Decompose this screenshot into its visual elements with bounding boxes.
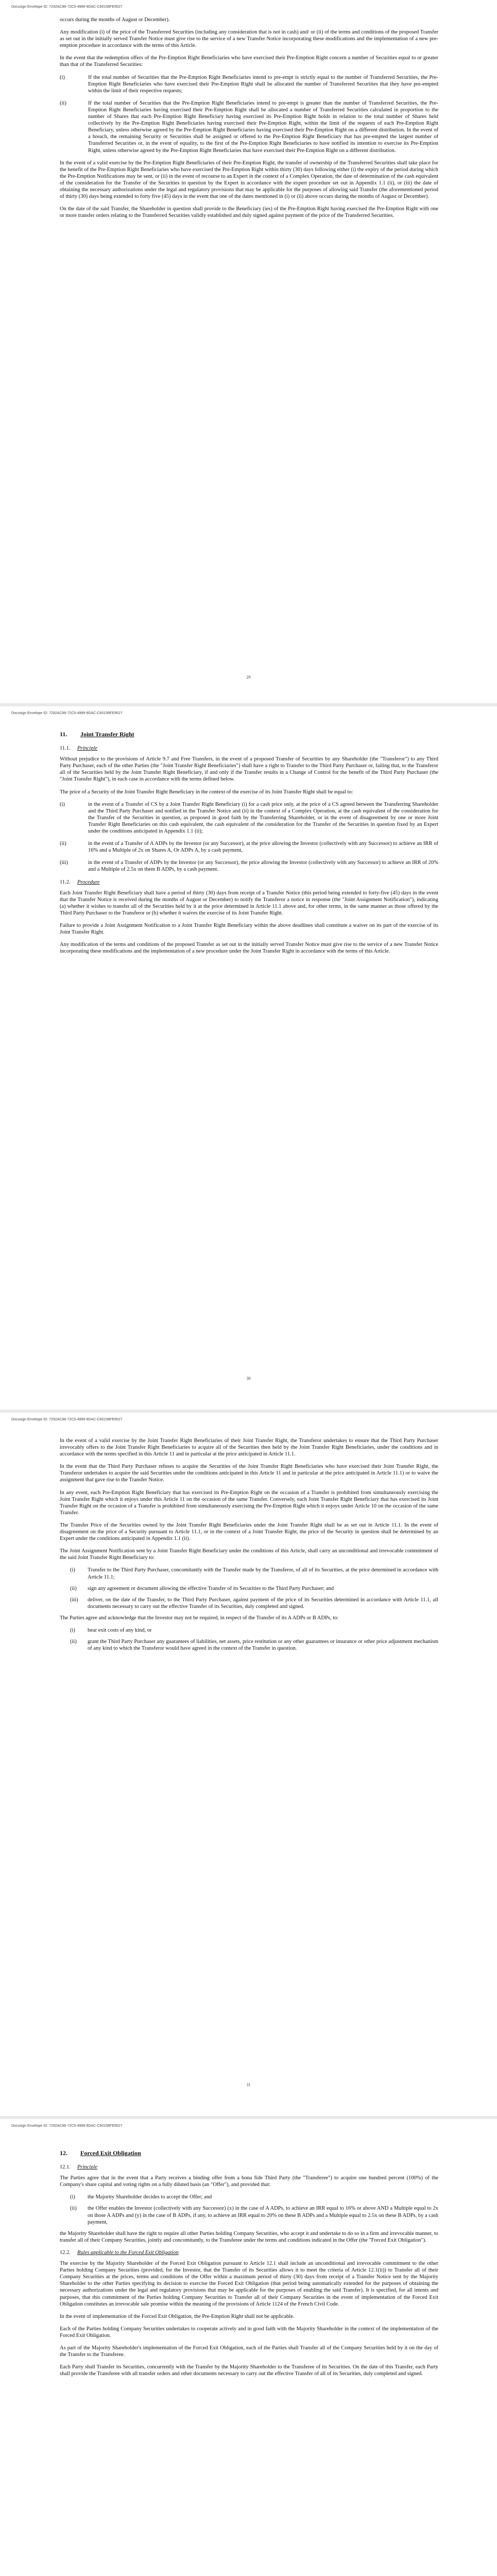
paragraph: In the event of a valid exercise by the Joint Transfer Right Beneficiaries of their Joint Transfer Right, the Transferor undertakes to ensure that the Third Party Purchaser irrevocably offers to the Joint Transfer Right Beneficiaries to acquire all of the Securities then held by the Joint Transfer Right Beneficiaries, under the conditions and in accordance with the terms specified in this Article 11 and in particular at the price anticipated in Article 11.1. (60, 1438, 438, 1458)
list-item (60, 840, 438, 854)
paragraph: Each Joint Transfer Right Beneficiary shall have a period of thirty (30) days from receipt of a Transfer Notice (this period being extended to forty-five (45) days in the event that the Transfer Notice is received during the months of August or December) to notify the Transferor a notice in response (the "Joint Assignment Notification"), indicating (a) whether it wishes to transfer all of the Securities held by it at the price determined in Article 11.1 above and, for other terms, in the same manner as those offered by the Third Party Purchaser to the Transferor or (b) whether it waives the exercise of its Joint Transfer Right. (60, 890, 438, 916)
list-item-label: (i) (70, 1567, 75, 1573)
page-number: 29 (246, 675, 251, 680)
list-item-text: the Majority Shareholder decides to accept the Offer; and (88, 2194, 212, 2200)
heading-text: Forced Exit Obligation (80, 2149, 141, 2157)
paragraph: Each of the Parties holding Company Securities undertakes to cooperate actively and in good faith with the Majority Shareholder in the context of the implementation of the Forced Exit Obligation. (60, 2326, 438, 2338)
paragraph: The Parties agree and acknowledge that the Investor may not be required, in respect of the Transfer of its A ADPs or B ADPs, to: (60, 1615, 339, 1621)
list-item-text: If the total number of Securities that the Pre-Emption Right Beneficiaries intend to pre-empt is strictly equal to the number of Transferred Securities, the Pre-Emption Right Beneficiaries who have exercised their Pre-Emption Right shall be allocated the number of Transferred Securities that they have pre-empted within the limit of their respective requests; (88, 74, 438, 94)
envelope-id: Docusign Envelope ID: 7292AC86-72C5-4989-9DAC-C60158FE9527 (11, 711, 123, 715)
heading-number: 11.1. (60, 745, 71, 752)
subsection-heading (60, 2164, 438, 2171)
list-item-text: sign any agreement or document allowing the effective Transfer of its Securities to the Third Party Purchaser; and (88, 1585, 334, 1591)
paragraph: In the event that the Third Party Purchaser refuses to acquire the Securities of the Joint Transfer Right Beneficiaries who have exercised their Joint Transfer Right, the Transferor undertakes to acquire the said Securities under the conditions anticipated in this Article 11 and in particular at the price anticipated in Article 11.1) or to waive the assignment that gave rise to the Transfer Notice. (60, 1464, 438, 1483)
list-item (60, 801, 438, 835)
paragraph: In the event that the redemption offers of the Pre-Emption Right Beneficiaries who have exercised their Pre-Emption Right concern a number of Securities equal to or greater than that of the Transferred Securities: (60, 55, 438, 68)
list-item (70, 1638, 438, 1652)
list-item-text: Transfer to the Third Party Purchaser, concomitantly with the Transfer made by the Transferor, of all of its Securities, at the price determined in accordance with Article 11.1; (88, 1567, 438, 1580)
paragraph: The Transfer Price of the Securities owned by the Joint Transfer Right Beneficiaries under the Joint Transfer Right shall be as set out in Article 11.1. In the event of disagreement on the price of a Security pursuant to Article 11.1, or in the context of a Joint Transfer Right, the price of the Security in question shall be determined by an Expert under the conditions anticipated in Appendix 1.1 (ii). (60, 1522, 438, 1542)
list-item-label: (i) (60, 801, 65, 807)
heading-number: 12.2. (60, 2249, 71, 2256)
list-item (70, 1585, 438, 1592)
list-item (70, 1597, 438, 1610)
heading-text: Procedure (77, 879, 100, 885)
paragraph: The exercise by the Majority Shareholder of the Forced Exit Obligation pursuant to Article 12.1 shall include an unconditional and irrevocable commitment to the other Parties holding Company Securities (provided, for the Investor, that the Transfer of its Securities allows it to meet the criteria of Article 12.1(ii)) to Transfer all of their Company Securities at the prices, terms and conditions of the Offer within a maximum period of thirty (30) days from receipt of a Transfer Notice sent by the Majority Shareholder to the other Parties specifying its decision to exercise the Forced Exit Obligation (that period being automatically extended for the purposes of obtaining the necessary authorizations under the legal and regulatory provisions that may be applicable for the purposes of enabling the said Transfer). It is specified, for all intents and purposes, that this commitment of the Parties holding Company Securities to Transfer all of their Company Securities in the event of implementation of the Forced Exit Obligation constitutes an irrevocable sale promise within the meaning of the provisions of Article 1124 of the French Civil Code. (60, 2261, 438, 2307)
heading-text: Rules applicable to the Forced Exit Obligation (77, 2249, 179, 2256)
list-item (70, 1567, 438, 1580)
list-item-label: (ii) (70, 2206, 77, 2212)
page-content (60, 731, 438, 960)
page-content (60, 2150, 438, 2383)
paragraph: In the event of a valid exercise by the Pre-Emption Right Beneficiaries of their Pre-Emption Right, the transfer of ownership of the Transferred Securities shall take place for the benefit of the Pre-Emption Right Beneficiaries who have exercised the Pre-Emption Right within thirty (30) days following either (i) the expiry of the period during which the Pre-Emption Notifications may be sent, or (ii) in the event of recourse to an Expert in the context of a Complex Operation, the date of determination of the cash equivalent of the consideration for the Transfer of the Securities in question by the Expert in accordance with the expert procedure set out in Appendix 1.1 (ii), or (iii) the date of obtaining the necessary authorizations under the legal and regulatory provisions that may be applicable for the purposes of allowing said Transfer (the aforementioned period of thirty (30) days being extended to forty five (45) days in the event that one of the dates mentioned in (i) or (ii) above occurs during the months of August or December). (60, 160, 438, 200)
list-item-text: If the total number of Securities that the Pre-Emption Right Beneficiaries intend to pre-empt is greater than the number of Transferred Securities, the Pre-Emption Right Beneficiaries having exercised their Pre-Emption Right shall be allocated a number of Transferred Securities calculated in proportion to the number of Shares that each Pre-Emption Right Beneficiary having exercised its Pre-Emption Right holds in relation to the total number of Shares held collectively by the Pre-Emption Right Beneficiaries having exercised their Pre-Emption Right, within the limit of the requests of each Pre-Emption Right Beneficiary, unless otherwise agreed by the Pre-Emption Right Beneficiaries having exercised their Pre-Emption Right on a different distribution. In the event of a breach, the remaining Security or Securities shall be assigned or offered to the Pre-Emption Right Beneficiary that has pre-empted the largest number of Transferred Securities or, in the event of equality, to the first of the Pre-Emption Right Beneficiaries to have notified its intention to exercise its Pre-Emption Right, unless otherwise agreed by the Pre-Emption Right Beneficiaries that have exercised their Pre-Emption Right on a different distribution. (88, 100, 438, 154)
paragraph: occurs during the months of August or December). (60, 17, 170, 23)
list-item-text: grant the Third Party Purchaser any guarantees of liabilities, net assets, price restitution or any other guarantees or insurance or other price adjustment mechanism of any kind to which the Transferor would have agreed in the context of the Transfer in question. (88, 1639, 438, 1652)
envelope-id: Docusign Envelope ID: 7292AC86-72C5-4989-9DAC-C60158FE9527 (11, 2124, 123, 2128)
heading-number: 12. (60, 2149, 67, 2157)
list-item-text: in the event of a Transfer of A ADPs by the Investor (or any Successor), at the price allowing the Investor (collectively with any Successor) to achieve an IRR of 16% and a Multiple of 2x on Shares A, Or ADPs A, by a cash payment, (88, 841, 438, 854)
heading-number: 11.2. (60, 879, 71, 885)
paragraph: Failure to provide a Joint Assignment Notification to a Joint Transfer Right Beneficiary within the above deadlines shall constitute a waiver on its part of the exercise of its Joint Transfer Right. (60, 922, 438, 936)
paragraph: The Joint Assignment Notification sent by a Joint Transfer Right Beneficiary under the conditions of this Article, shall carry an unconditional and irrevocable commitment of the said Joint Transfer Right Beneficiary to: (60, 1548, 438, 1561)
page-3 (0, 1413, 497, 2116)
list-item-label: (iii) (60, 860, 68, 866)
paragraph: On the date of the said Transfer, the Shareholder in question shall provide to the Beneficiary (ies) of the Pre-Emption Right having exercised the Pre-Emption Right with one or more transfer orders relating to the Transferred Securities validly established and duly signed against payment of the price of the Transferred Securities. (60, 206, 438, 219)
paragraph: In any event, each Pre-Emption Right Beneficiary that has exercised its Pre-Emption Right on the occasion of a Transfer is prohibited from simultaneously exercising the Joint Transfer Right which it enjoys under this Article 11 on the occasion of the same Transfer. Conversely, each Joint Transfer Right Beneficiary that has exercised its Joint Transfer Right on the occasion of a Transfer is prohibited from simultaneously exercising the Pre-Emption Right which it enjoys under Article 10 on the occasion of the same Transfer. (60, 1489, 438, 1516)
list-item-label: (ii) (60, 100, 66, 106)
paragraph: Without prejudice to the provisions of Article 9.7 and Free Transfers, in the event of a proposed Transfer of Securities by any Shareholder (the "Transferor") to any Third Party Purchaser, each of the other Parties (the "Joint Transfer Right Beneficiaries") shall have a right to Transfer to the Third Party Purchaser or, failing that, to the Transferor all of the Securities held by the Joint Transfer Right Beneficiary, if and only if the Transfer results in a Change of Control for the benefit of the Third Party Purchaser (the "Joint Transfer Right"), in each case in accordance with the terms defined below. (60, 756, 438, 783)
list-item (70, 1627, 438, 1634)
list-item (70, 2194, 438, 2200)
list-item-label: (i) (70, 2194, 75, 2200)
paragraph: The Parties agree that in the event that a Party receives a binding offer from a bona fide Third Party (the "Transferee") to acquire one hundred percent (100%) of the Company's share capital and voting rights on a fully diluted basis (an "Offer"), and provided that: (60, 2175, 438, 2188)
envelope-id: Docusign Envelope ID: 7292AC86-72C5-4989-9DAC-C60158FE9527 (11, 5, 123, 9)
section-heading (60, 2150, 438, 2157)
list-item-label: (ii) (70, 1585, 77, 1591)
page-content (60, 16, 438, 225)
list-item (60, 100, 438, 154)
subsection-heading (60, 2249, 438, 2256)
heading-text: Principle (77, 745, 98, 752)
list-item (70, 2205, 438, 2225)
list-item-label: (i) (70, 1627, 75, 1633)
page-4 (0, 2119, 497, 2576)
list-item-text: in the event of a Transfer of CS by a Joint Transfer Right Beneficiary (i) for a cash price only, at the price of a CS agreed between the Transferring Shareholder and the Third Party Purchaser and notified in the Transfer Notice and (ii) in the context of a Complex Operation, at the cash equivalent of the consideration for the Transfer of the Securities in question, as proposed in good faith by the Transferring Shareholder, or in the event of disagreement by one or more Joint Transfer Right Beneficiaries on this cash equivalent, the cash equivalent of the consideration for the Transfer of the Securities in question fixed by an Expert under the conditions anticipated in Appendix 1.1 (ii); (88, 801, 438, 835)
heading-number: 12.1. (60, 2164, 71, 2171)
envelope-id: Docusign Envelope ID: 7292AC86-72C5-4989-9DAC-C60158FE9527 (11, 1418, 123, 1421)
paragraph: The price of a Security of the Joint Transfer Right Beneficiary in the context of the exercise of its Joint Transfer Right shall be equal to: (60, 789, 353, 795)
page-content (60, 1437, 438, 1656)
heading-text: Joint Transfer Right (80, 731, 134, 738)
paragraph: In the event of implementation of the Forced Exit Obligation, the Pre-Emption Right shall not be applicable. (60, 2313, 295, 2319)
section-heading (60, 731, 438, 738)
paragraph: Any modification (i) of the price of the Transferred Securities (including any consideration that is not in cash) and/ or (ii) of the terms and conditions of the proposed Transfer as set out in the initially served Transfer Notice must give rise to the service of a new Transfer Notice incorporating these modifications and the implementation of a new pre-emption procedure in accordance with the terms of this Article. (60, 29, 438, 49)
page-number: 30 (246, 1376, 251, 1381)
list-item-label: (ii) (60, 841, 66, 847)
list-item-label: (i) (60, 74, 65, 80)
page-1 (0, 0, 497, 703)
paragraph: the Majority Shareholder shall have the right to require all other Parties holding Company Securities, who accept it and undertake to do so in a firm and irrevocable manner, to transfer all of their Company Securities, jointly and concomitantly, to the Transferee under the terms and conditions indicated in the Offer (the "Forced Exit Obligation"). (60, 2230, 438, 2243)
subsection-heading (60, 745, 438, 752)
list-item-label: (ii) (70, 1639, 77, 1645)
paragraph: As part of the Majority Shareholder's implementation of the Forced Exit Obligation, each of the Parties shall Transfer all of the Company Securities held by it on the day of the Transfer to the Transferee. (60, 2345, 438, 2358)
list-item-label: (iii) (70, 1597, 78, 1603)
page-number: 31 (246, 2082, 251, 2087)
paragraph: Each Party shall Transfer its Securities, concurrently with the Transfer by the Majority Shareholder to the Transferee of its Securities. On the date of this Transfer, each Party shall provide the Transferee with all transfer orders and other documents necessary to carry out the effective Transfer of all of its Securities, duly completed and signed. (60, 2364, 438, 2377)
list-item-text: deliver, on the date of the Transfer, to the Third Party Purchaser, against payment of the price of its Securities determined in accordance with Article 11.1, all documents necessary to carry out the effective Transfer of its Securities, duly completed and signed. (88, 1597, 438, 1609)
paragraph: Any modification of the terms and conditions of the proposed Transfer as set out in the initially served Transfer Notice must give rise to the service of a new Transfer Notice incorporating these modifications and the implementation of a new procedure under the Joint Transfer Right in accordance with the terms of this Article. (60, 942, 438, 955)
list-item-text: in the event of a Transfer of ADPs by the Investor (or any Successor), the price allowing the Investor (collectively with any Successor) to achieve an IRR of 20% and a Multiple of 2.5x on them B ADPs, by a cash payment. (88, 860, 438, 873)
list-item (60, 74, 438, 94)
page-2 (0, 706, 497, 1410)
subsection-heading (60, 879, 438, 886)
list-item-text: the Offer enables the Investor (collectively with any Successor) (x) in the case of A ADPs, to achieve an IRR equal to 16% or above AND a Multiple equal to 2x on those A ADPs and (y) in the case of B ADPs, if any, to achieve an IRR equal to 20% on these B ADPs and a Multiple equal to 2.5x on these B ADPs, by a cash payment, (88, 2206, 438, 2225)
list-item (60, 859, 438, 873)
list-item-text: bear exit costs of any kind, or (88, 1627, 152, 1633)
heading-number: 11. (60, 731, 67, 738)
heading-text: Principle (77, 2164, 98, 2171)
